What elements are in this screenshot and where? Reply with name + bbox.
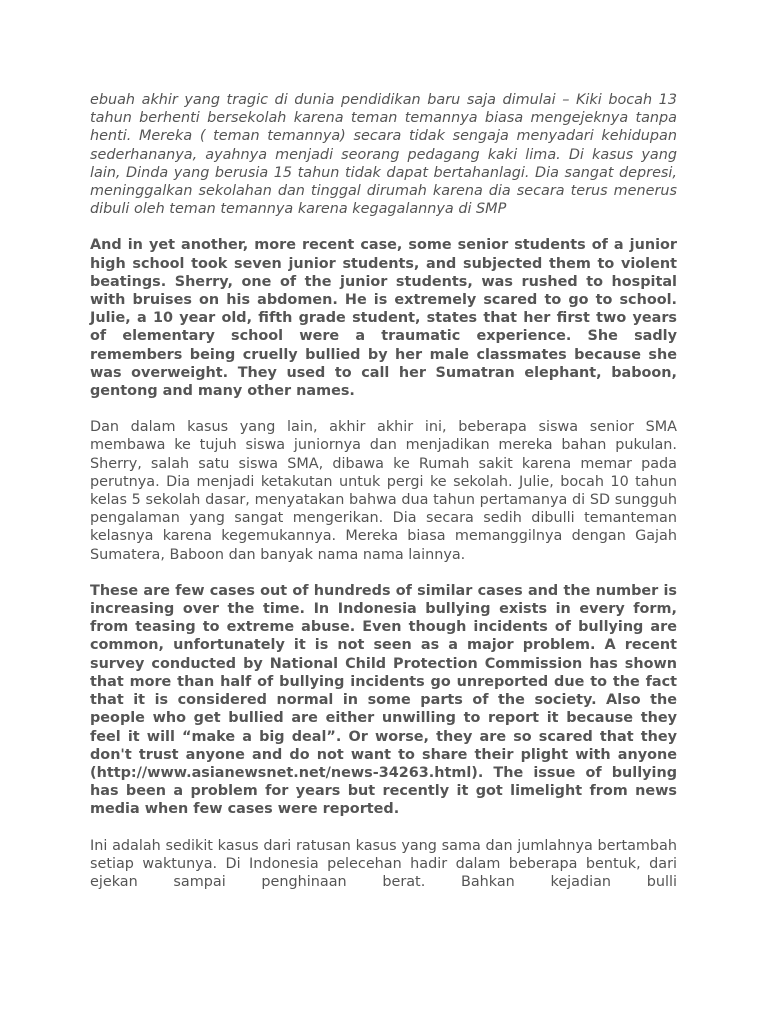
paragraph-indonesian-recent-case: Dan dalam kasus yang lain, akhir akhir ini, beberapa siswa senior SMA membawa ke tujuh siswa juniornya dan menjadikan mereka bahan pukulan. Sherry, salah satu siswa SMA, dibawa ke Rumah sakit karena memar pada perutnya. Dia menjadi ketakutan untuk pergi ke sekolah. Julie, bocah 10 tahun kelas 5 sekolah dasar, menyatakan bahwa dua tahun pertamanya di SD sungguh pengalaman yang sangat mengerikan. Dia secara sedih dibulli temanteman kelasnya karena kegemukannya. Mereka biasa memanggilnya dengan Gajah Sumatera, Baboon dan banyak nama nama lainnya.: [90, 419, 677, 563]
paragraph-indonesian-intro: ebuah akhir yang tragic di dunia pendidikan baru saja dimulai – Kiki bocah 13 tahun berhenti bersekolah karena teman temannya biasa mengejeknya tanpa henti. Mereka ( teman temannya) secara tidak sengaja menyadari kehidupan sederhananya, ayahnya menjadi seorang pedagang kaki lima. Di kasus yang lain, Dinda yang berusia 15 tahun tidak dapat bertahanlagi. Dia sangat depresi, meninggalkan sekolahan dan tinggal dirumah karena dia secara terus menerus dibuli oleh teman temannya karena kegagalannya di SMP: [90, 92, 677, 218]
paragraph-indonesian-cases-overview: Ini adalah sedikit kasus dari ratusan kasus yang sama dan jumlahnya bertambah setiap waktunya. Di Indonesia pelecehan hadir dalam beberapa bentuk, dari ejekan sampai penghinaan berat. Bahkan kejadian bulli: [90, 837, 677, 890]
paragraph-english-recent-case: And in yet another, more recent case, some senior students of a junior high school took seven junior students, and subjected them to violent beatings. Sherry, one of the junior students, was rushed to hospital with bruises on his abdomen. He is extremely scared to go to school. Julie, a 10 year old, fifth grade student, states that her first two years of elementary school were a traumatic experience. She sadly remembers being cruelly bullied by her male classmates because she was overweight. They used to call her Sumatran elephant, baboon, gentong and many other names.: [90, 237, 677, 400]
document-page: [90, 91, 677, 909]
paragraph-english-cases-overview: These are few cases out of hundreds of similar cases and the number is increasing over the time. In Indonesia bullying exists in every form, from teasing to extreme abuse. Even though incidents of bullying are common, unfortunately it is not seen as a major problem. A recent survey conducted by National Child Protection Commission has shown that more than half of bullying incidents go unreported due to the fact that it is considered normal in some parts of the society. Also the people who get bullied are either unwilling to report it because they feel it will “make a big deal”. Or worse, they are so scared that they don't trust anyone and do not want to share their plight with anyone (http://www.asianewsnet.net/news-34263.html). The issue of bullying has been a problem for years but recently it got limelight from news media when few cases were reported.: [90, 582, 677, 818]
